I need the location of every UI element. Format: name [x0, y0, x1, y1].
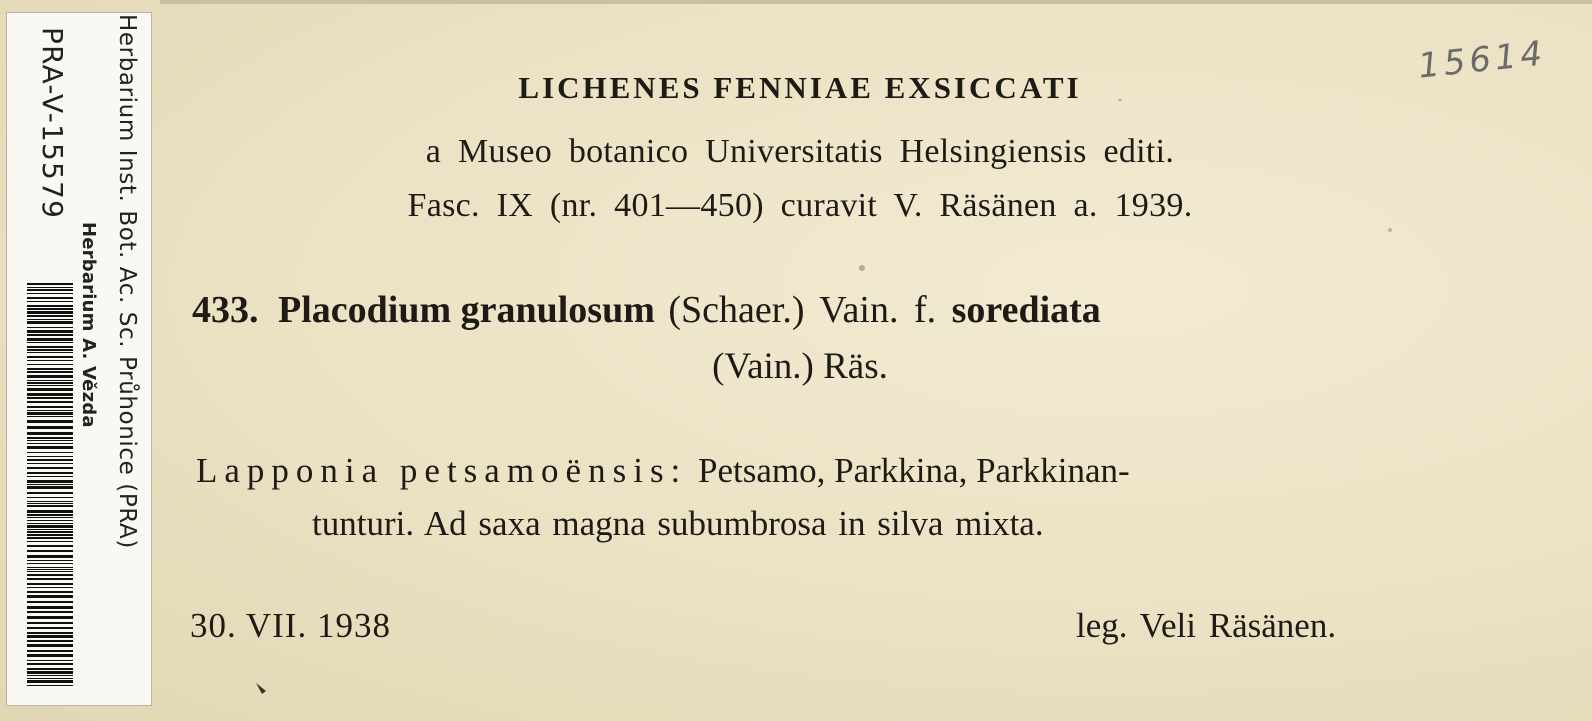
- barcode-bar: [27, 678, 73, 679]
- barcode-bar: [27, 327, 73, 328]
- barcode-bar: [27, 349, 73, 351]
- barcode-bar: [27, 388, 73, 391]
- barcode-bar: [27, 437, 73, 439]
- barcode-bar: [27, 560, 73, 561]
- barcode-bar: [27, 583, 73, 585]
- species-author: (Schaer.) Vain. f.: [668, 289, 937, 331]
- barcode-bar: [27, 319, 73, 320]
- barcode-bar: [27, 501, 73, 502]
- barcode-bar: [27, 283, 73, 285]
- fascicle-line: Fasc. IX (nr. 401—450) curavit V. Räsänen a. 1939.: [407, 187, 1193, 224]
- barcode-bar: [27, 654, 73, 657]
- barcode-bar: [27, 416, 73, 417]
- barcode-bar: [27, 663, 73, 665]
- barcode-bar: [27, 675, 73, 676]
- handwritten-number: 15614: [1416, 33, 1548, 87]
- form-author: (Vain.) Räs.: [712, 346, 888, 387]
- barcode-bar: [27, 393, 73, 396]
- barcode-bar: [27, 446, 73, 449]
- barcode-bar: [27, 456, 73, 457]
- barcode-bar: [27, 616, 73, 619]
- barcode-bar: [27, 420, 73, 423]
- barcode-bar: [27, 591, 73, 593]
- habitat-line: tunturi. Ad saxa magna subumbrosa in silva mixta.: [312, 504, 1044, 543]
- barcode-bar: [27, 563, 73, 564]
- barcode-bar: [27, 305, 73, 307]
- barcode-bar: [27, 640, 73, 642]
- barcode-bar: [27, 330, 73, 333]
- collection-name: Herbarium A. Vězda: [78, 222, 99, 428]
- barcode-bar: [27, 587, 73, 588]
- exsiccata-number: 433.: [192, 289, 259, 331]
- barcode-bar: [27, 360, 73, 361]
- barcode-bar: [27, 352, 73, 353]
- barcode-bar: [27, 578, 73, 580]
- barcode-bar: [27, 541, 73, 542]
- barcode-bar: [27, 472, 73, 474]
- barcode-bar: [27, 346, 73, 348]
- barcode-bar: [27, 397, 73, 399]
- barcode-bar: [27, 356, 73, 358]
- barcode-bar: [27, 321, 73, 324]
- barcode-bar: [27, 368, 73, 370]
- barcode-bar: [27, 622, 73, 624]
- barcode-bar: [27, 595, 73, 598]
- barcode-bar: [27, 287, 73, 288]
- locality-places: Petsamo, Parkkina, Parkkinan-: [698, 451, 1130, 490]
- barcode-bar: [27, 635, 73, 638]
- barcode-bar: [27, 514, 73, 516]
- barcode-bar: [27, 545, 73, 547]
- barcode-bar: [27, 567, 73, 568]
- barcode-bar: [27, 406, 73, 408]
- species-form: sorediata: [951, 289, 1101, 331]
- barcode-bar: [27, 476, 73, 477]
- barcode-bar: [27, 289, 73, 291]
- barcode-bar: [27, 569, 73, 570]
- barcode-bar: [27, 505, 73, 507]
- barcode-bar: [27, 463, 73, 464]
- barcode-bar: [27, 497, 73, 498]
- barcode-bar: [27, 486, 73, 489]
- barcode-bar: [27, 480, 73, 483]
- species-name-line: [192, 288, 1101, 332]
- barcode-bar: [27, 484, 73, 485]
- barcode-bar: [27, 627, 73, 629]
- barcode-bar: [27, 632, 73, 634]
- barcode-bar: [27, 606, 73, 609]
- barcode-bar: [27, 660, 73, 661]
- barcode-bar: [27, 293, 73, 294]
- barcode-bar: [27, 412, 73, 415]
- barcode-bar: [27, 531, 73, 533]
- barcode-bar: [27, 364, 73, 365]
- barcode-bar: [27, 571, 73, 572]
- barcode-bar: [27, 523, 73, 524]
- barcode-bar: [27, 611, 73, 613]
- barcode-bar: [27, 342, 73, 343]
- barcode-bar: [27, 440, 73, 441]
- barcode-bar: [27, 443, 73, 444]
- specimen-id: PRA-V-15579: [36, 27, 69, 220]
- barcode-bar: [27, 680, 73, 683]
- barcode-bar: [27, 503, 73, 504]
- collection-date: 30. VII. 1938: [190, 606, 391, 645]
- barcode-bar: [27, 534, 73, 536]
- barcode-bar: [27, 550, 73, 552]
- barcode-bar: [27, 467, 73, 469]
- barcode-bar: [27, 671, 73, 674]
- publisher-line: a Museo botanico Universitatis Helsingiensis editi.: [425, 133, 1175, 170]
- barcode-bar: [27, 401, 73, 403]
- barcode-bar: [27, 520, 73, 521]
- barcode-bar: [27, 555, 73, 558]
- series-title: LICHENES FENNIAE EXSICCATI: [518, 70, 1082, 105]
- barcode-bar: [27, 529, 73, 530]
- barcode-bar: [27, 459, 73, 461]
- barcode-bar: [27, 315, 73, 317]
- barcode-bar: [27, 432, 73, 435]
- barcode-bar: [27, 650, 73, 652]
- barcode-bar: [27, 297, 73, 299]
- barcode-bar: [27, 574, 73, 576]
- barcode-bar: [27, 537, 73, 539]
- barcode: [27, 283, 73, 689]
- barcode-bar: [27, 492, 73, 494]
- barcode-bar: [27, 301, 73, 302]
- barcode-bar: [27, 375, 73, 378]
- barcode-bar: [27, 426, 73, 429]
- barcode-bar: [27, 601, 73, 603]
- species-binomial: Placodium granulosum: [278, 289, 655, 331]
- locality-line: [196, 451, 1130, 491]
- barcode-bar: [27, 371, 73, 373]
- barcode-bar: [27, 311, 73, 314]
- barcode-bar: [27, 382, 73, 384]
- barcode-bar: [27, 380, 73, 381]
- barcode-bar: [27, 308, 73, 310]
- barcode-bar: [27, 525, 73, 528]
- barcode-bar: [27, 334, 73, 336]
- barcode-bar: [27, 452, 73, 453]
- barcode-bar: [27, 338, 73, 341]
- collector: leg. Veli Räsänen.: [1076, 606, 1337, 645]
- barcode-bar: [27, 517, 73, 518]
- barcode-bar: [27, 510, 73, 513]
- institution-text: Herbarium Inst. Bot. Ac. Sc. Průhonice (PRA): [114, 14, 140, 549]
- barcode-bar: [27, 644, 73, 647]
- barcode-bar: [27, 668, 73, 670]
- barcode-bar: [27, 685, 73, 686]
- barcode-bar: [27, 385, 73, 386]
- locality-region: Lapponia petsamoënsis:: [196, 451, 688, 490]
- barcode-bar: [27, 410, 73, 411]
